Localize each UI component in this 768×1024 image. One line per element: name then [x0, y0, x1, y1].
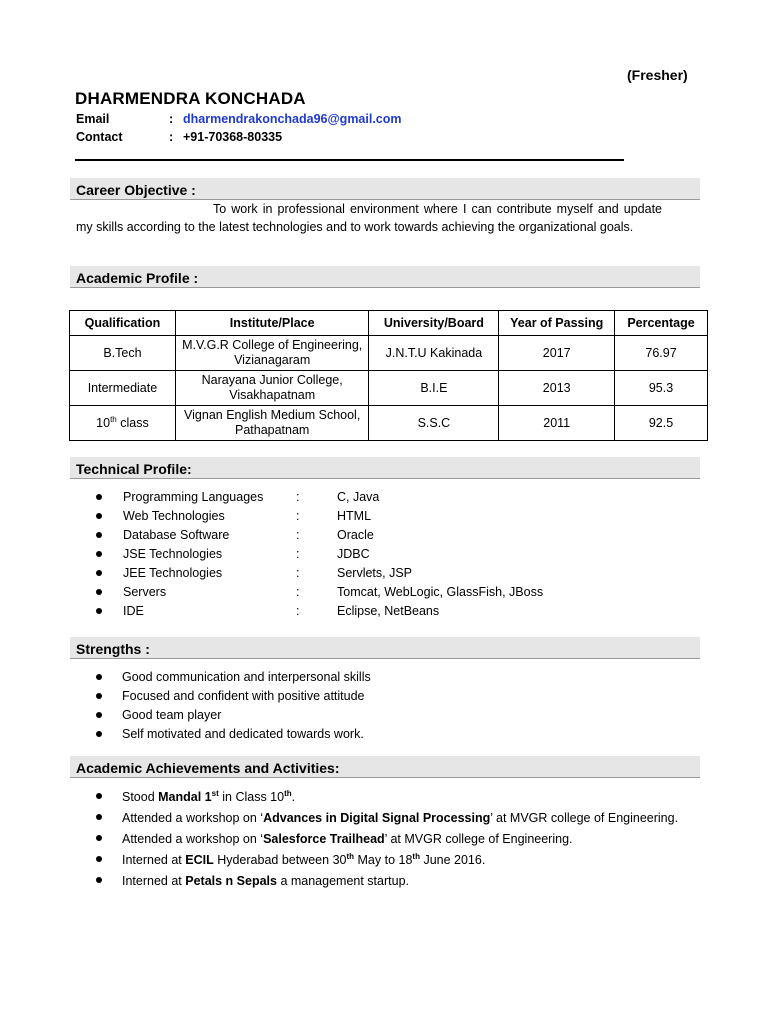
bullet-icon — [96, 835, 102, 841]
contact-colon: : — [169, 130, 174, 144]
colon: : — [296, 585, 300, 599]
achievement-text: . — [291, 790, 296, 804]
skill-label: Programming Languages — [123, 490, 264, 504]
institute-cell: Narayana Junior College, Visakhapatnam — [175, 371, 369, 406]
strengths-heading: Strengths : — [70, 637, 700, 659]
candidate-name: DHARMENDRA KONCHADA — [75, 89, 306, 108]
skill-value: C, Java — [337, 490, 380, 504]
achievement-highlight: Advances in Digital Signal Processing — [263, 811, 491, 825]
skill-value: Servlets, JSP — [337, 566, 413, 580]
contact-label: Contact — [76, 130, 123, 144]
fresher-status: (Fresher) — [627, 67, 688, 83]
list-item — [96, 488, 616, 507]
list-item — [96, 687, 616, 706]
list-item — [96, 725, 616, 744]
strength-text: Good communication and interpersonal skills — [122, 670, 371, 684]
qualification-cell: Intermediate — [70, 371, 176, 406]
board-cell: J.N.T.U Kakinada — [369, 336, 499, 371]
list-item — [96, 808, 695, 829]
strength-text: Self motivated and dedicated towards work. — [122, 727, 364, 741]
email-link[interactable]: dharmendrakonchada96@gmail.com — [183, 112, 402, 126]
skill-value: HTML — [337, 509, 372, 523]
achievement-text: Interned at — [122, 874, 186, 888]
list-item — [96, 564, 616, 583]
ordinal-suffix: th — [412, 851, 420, 861]
ordinal-suffix: st — [211, 788, 219, 798]
achievement-text: Interned at — [122, 853, 186, 867]
list-item — [96, 507, 616, 526]
year-cell: 2011 — [499, 406, 615, 441]
percentage-cell: 95.3 — [615, 371, 708, 406]
percentage-cell: 92.5 — [615, 406, 708, 441]
achievement-highlight: ECIL — [185, 853, 214, 867]
list-item — [96, 602, 616, 621]
ordinal-suffix: th — [346, 851, 355, 861]
table-row — [70, 336, 708, 371]
bullet-icon — [96, 793, 102, 799]
bullet-icon — [96, 513, 102, 519]
skill-value: Eclipse, NetBeans — [337, 604, 440, 618]
colon: : — [296, 547, 300, 561]
institute-cell: M.V.G.R College of Engineering, Vizianagaram — [175, 336, 369, 371]
technical-list — [96, 488, 616, 621]
skill-value: JDBC — [337, 547, 370, 561]
bullet-icon — [96, 856, 102, 862]
skill-label: Web Technologies — [123, 509, 225, 523]
list-item — [96, 583, 616, 602]
career-objective-heading: Career Objective : — [70, 178, 700, 200]
email-label: Email — [76, 112, 110, 126]
bullet-icon — [96, 877, 102, 883]
colon: : — [296, 604, 300, 618]
qualification-cell — [70, 406, 176, 441]
skill-value: Oracle — [337, 528, 374, 542]
ordinal-suffix: th — [110, 414, 117, 424]
bullet-icon — [96, 608, 102, 614]
achievement-text: Stood — [122, 790, 159, 804]
achievement-text: June 2016. — [419, 853, 486, 867]
board-cell: B.I.E — [369, 371, 499, 406]
email-colon: : — [169, 112, 174, 126]
header-divider — [75, 159, 624, 161]
skill-value: Tomcat, WebLogic, GlassFish, JBoss — [337, 585, 544, 599]
skill-label: IDE — [123, 604, 144, 618]
strength-text: Good team player — [122, 708, 222, 722]
achievement-text: Attended a workshop on ‘ — [122, 811, 264, 825]
bullet-icon — [96, 551, 102, 557]
colon: : — [296, 490, 300, 504]
bullet-icon — [96, 693, 102, 699]
technical-profile-heading: Technical Profile: — [70, 457, 700, 479]
table-header-row — [70, 311, 708, 336]
achievement-text: ’ at MVGR college of Engineering. — [384, 832, 573, 846]
list-item — [96, 668, 616, 687]
bullet-icon — [96, 674, 102, 680]
bullet-icon — [96, 570, 102, 576]
strengths-list — [96, 668, 616, 744]
achievement-text: May to 18 — [354, 853, 413, 867]
bullet-icon — [96, 494, 102, 500]
bullet-icon — [96, 532, 102, 538]
bullet-icon — [96, 731, 102, 737]
achievement-highlight: Salesforce Trailhead — [263, 832, 385, 846]
colon: : — [296, 566, 300, 580]
bullet-icon — [96, 814, 102, 820]
achievements-heading: Academic Achievements and Activities: — [70, 756, 700, 778]
colon: : — [296, 528, 300, 542]
list-item — [96, 871, 695, 892]
list-item — [96, 829, 695, 850]
column-header: University/Board — [369, 311, 499, 336]
list-item — [96, 850, 695, 871]
column-header: Institute/Place — [175, 311, 369, 336]
list-item — [96, 787, 695, 808]
list-item — [96, 706, 616, 725]
bullet-icon — [96, 712, 102, 718]
academic-table — [69, 310, 708, 441]
column-header: Percentage — [615, 311, 708, 336]
list-item — [96, 526, 616, 545]
column-header: Qualification — [70, 311, 176, 336]
contact-number: +91-70368-80335 — [183, 130, 283, 144]
table-row — [70, 406, 708, 441]
achievement-text: a management startup. — [276, 874, 409, 888]
achievement-text: Attended a workshop on ‘ — [122, 832, 264, 846]
table-row — [70, 371, 708, 406]
year-cell: 2017 — [499, 336, 615, 371]
achievement-text: ’ at MVGR college of Engineering. — [490, 811, 679, 825]
achievement-highlight: Petals n Sepals — [185, 874, 277, 888]
achievements-list — [96, 787, 695, 892]
ordinal-suffix: th — [284, 788, 292, 798]
skill-label: Database Software — [123, 528, 230, 542]
skill-label: JEE Technologies — [123, 566, 223, 580]
institute-cell: Vignan English Medium School, Pathapatnam — [175, 406, 369, 441]
skill-label: Servers — [123, 585, 167, 599]
percentage-cell: 76.97 — [615, 336, 708, 371]
skill-label: JSE Technologies — [123, 547, 223, 561]
year-cell: 2013 — [499, 371, 615, 406]
achievement-text: in Class 10 — [218, 790, 285, 804]
achievement-text: Hyderabad between 30 — [213, 853, 347, 867]
career-objective-text: To work in professional environment where I can contribute myself and update my skills according to the latest technologies and to work towards achieving the organizational goals. — [76, 202, 662, 234]
qualification-word: class — [116, 415, 149, 430]
column-header: Year of Passing — [499, 311, 615, 336]
colon: : — [296, 509, 300, 523]
qualification-cell: B.Tech — [70, 336, 176, 371]
list-item — [96, 545, 616, 564]
achievement-highlight: Mandal 1 — [158, 790, 212, 804]
strength-text: Focused and confident with positive attitude — [122, 689, 365, 703]
bullet-icon — [96, 589, 102, 595]
academic-profile-heading: Academic Profile : — [70, 266, 700, 288]
board-cell: S.S.C — [369, 406, 499, 441]
qualification-number: 10 — [96, 415, 111, 430]
